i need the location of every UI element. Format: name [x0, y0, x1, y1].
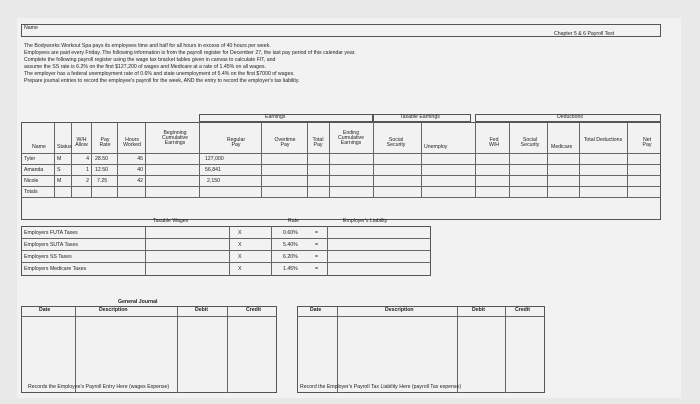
- col-ending: Ending Cumulative Earnings: [338, 130, 364, 147]
- emp-allow: 1: [86, 167, 89, 173]
- col-unemploy: Unemploy: [424, 144, 448, 150]
- jl-credit: Credit: [246, 307, 261, 313]
- liability-rate: 6.20%: [283, 254, 298, 260]
- col-status: Status: [57, 144, 72, 150]
- jl-debit: Debit: [195, 307, 208, 313]
- col-regular: Regular Pay: [226, 137, 246, 149]
- instruction-line: Complete the following payroll register using the wage tax bracket tables given in canvas to calculate FIT, and: [24, 57, 276, 63]
- emp-status: M: [57, 178, 62, 184]
- totals-label: Totals: [24, 189, 38, 195]
- emp-name: Tyler: [24, 156, 36, 162]
- col-ded-ss: Social Security: [520, 137, 540, 149]
- jr-credit: Credit: [515, 307, 530, 313]
- col-total-ded: Total Deductions: [583, 137, 623, 143]
- emp-name: Amanda: [24, 167, 44, 173]
- name-label: Name: [24, 25, 38, 31]
- journal-left: [21, 306, 277, 393]
- emp-rate: 12.50: [95, 167, 108, 173]
- jl-desc: Description: [99, 307, 128, 313]
- liability-label: Employers Medicare Taxes: [24, 266, 87, 272]
- liability-rate: 0.60%: [283, 230, 298, 236]
- eq-mark: =: [315, 230, 319, 236]
- instruction-line: assume the SS rate is 6.2% on the first $127,200 of wages and Medicare at a rate of 1.45% on all wages.: [24, 64, 266, 70]
- col-total-pay: Total Pay: [312, 137, 324, 149]
- emp-name: Nicole: [24, 178, 39, 184]
- col-net-pay: Net Pay: [642, 137, 652, 149]
- jr-date: Date: [310, 307, 322, 313]
- col-hours: Hours Worked: [123, 137, 141, 149]
- emp-status: M: [57, 156, 62, 162]
- emp-beg: 56,841: [205, 167, 221, 173]
- col-name: Name: [32, 144, 46, 150]
- col-taxable-ss: Social Security: [386, 137, 406, 149]
- emp-rate: 28.50: [95, 156, 108, 162]
- group-taxable: Taxable Earnings: [400, 114, 440, 120]
- liability-label: Employers FUTA Taxes: [24, 230, 78, 236]
- jl-date: Date: [39, 307, 51, 313]
- emp-hours: 42: [137, 178, 143, 184]
- x-mark: X: [238, 266, 242, 272]
- emp-beg: 2,150: [207, 178, 220, 184]
- jl-note: Records the Employee's Payroll Entry Here (wages Expense): [28, 384, 170, 390]
- emp-hours: 40: [137, 167, 143, 173]
- x-mark: X: [238, 254, 242, 260]
- journal-title: General Journal: [118, 299, 158, 305]
- liability-header: Employer's Liability: [343, 218, 388, 224]
- jr-debit: Debit: [472, 307, 485, 313]
- emp-beg: 127,000: [205, 156, 224, 162]
- x-mark: X: [238, 242, 242, 248]
- eq-mark: =: [315, 242, 319, 248]
- emp-rate: 7.25: [97, 178, 108, 184]
- col-medicare: Medicare: [551, 144, 573, 150]
- jr-note: Record the Employer's Payroll Tax Liability Here (payroll Tax expense): [300, 384, 462, 390]
- rate-header: Rate: [288, 218, 299, 224]
- journal-right: [297, 306, 545, 393]
- instruction-line: Prepare journal entries to record the employee's payroll for the week, AND the entry to record the employer's tax liability.: [24, 78, 300, 84]
- liability-rate: 1.45%: [283, 266, 298, 272]
- emp-allow: 2: [86, 178, 89, 184]
- liability-label: Employers SS Taxes: [24, 254, 72, 260]
- group-earnings: Earnings: [265, 114, 286, 120]
- col-overtime: Overtime Pay: [274, 137, 296, 149]
- group-deductions: Deductions: [557, 114, 583, 120]
- eq-mark: =: [315, 266, 319, 272]
- chapter-title: Chapter 5 & 6 Payroll Test: [554, 31, 615, 37]
- x-mark: X: [238, 230, 242, 236]
- eq-mark: =: [315, 254, 319, 260]
- worksheet: [17, 18, 681, 398]
- instruction-line: Employees are paid every Friday. The following information is from the payroll register for December 27, the last pay period of this calendar year.: [24, 50, 356, 56]
- jr-desc: Description: [385, 307, 414, 313]
- col-fed-wh: Fed W/H: [488, 137, 500, 149]
- emp-hours: 45: [137, 156, 143, 162]
- emp-allow: 4: [86, 156, 89, 162]
- col-beg: Beginning Cumulative Earnings: [162, 130, 188, 147]
- instruction-line: The employer has a federal unemployment rate of 0.6% and state unemployment of 5.4% on the first $7000 of wages.: [24, 71, 295, 77]
- liability-rate: 5.40%: [283, 242, 298, 248]
- emp-status: S: [57, 167, 61, 173]
- instruction-line: The Bodyworks Workout Spa pays its employees time and half for all hours in excess of 40 hours per week.: [24, 43, 271, 49]
- col-rate: Pay Rate: [99, 137, 111, 149]
- liability-label: Employers SUTA Taxes: [24, 242, 79, 248]
- taxable-wages-header: Taxable Wages: [153, 218, 189, 224]
- group-earnings-box: [199, 114, 373, 122]
- col-allow: W/H Allow: [75, 137, 88, 149]
